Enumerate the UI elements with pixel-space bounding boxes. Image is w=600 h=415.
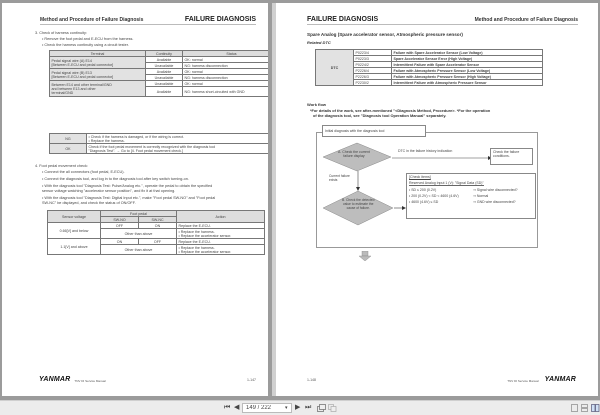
check-item: • SD ≤ 200 (0.2V) ⇒ Signal wire disconnected? [409, 188, 518, 192]
continuous-view-icon[interactable] [581, 404, 588, 412]
dtc-code: P2226/4 [354, 68, 392, 74]
th-sensor-voltage: Sensor voltage [48, 211, 101, 223]
step4-bullet: sensor voltage watching "accelerator sensor position", and fix it at that opening. [42, 189, 176, 193]
flow-initial-box: Initial diagnosis with the diagnosis tool [322, 125, 426, 137]
last-page-button[interactable]: ⏭ [305, 404, 312, 411]
sw-no-cell: OFF [101, 223, 139, 229]
arrow-down-a [355, 171, 361, 191]
step4-bullet: • Connect the diagnosis tool, and log in to the diagnosis tool after key switch turning-on. [42, 177, 189, 181]
single-page-view-icon[interactable] [571, 404, 578, 412]
other-cell: Other than above [101, 229, 177, 239]
voltage-cell: 0.66[V] and below [48, 223, 101, 239]
continuity-cell: Available [146, 57, 183, 63]
check-item: • 200 (0.2V) < SD < 4600 (4.6V) ⇒ Normal [409, 194, 489, 198]
table-row [50, 144, 269, 154]
voltage-cell: 1.1[V] and above [48, 239, 101, 255]
th-action: Action [177, 211, 265, 223]
manual-name: TNV DI Service Manual [74, 379, 106, 383]
result-table [49, 133, 268, 154]
dtc-desc: Failure with Atmospheric Pressure Sensor (High Voltage) [392, 74, 543, 80]
terminal-cell: Pedal signal wire (B) E13 [Between E-ECU and pedal connector] [50, 69, 146, 81]
left-footer [39, 376, 106, 383]
workflow-note: of the diagnosis tool, see "Diagnosis tool Operation Manual" separately. [313, 113, 447, 118]
arrow-a-label: DTC in the failure history indication [398, 149, 453, 153]
dtc-code: P0224/2 [354, 62, 392, 68]
step3-title: 3. Check of harness continuity: [35, 31, 87, 35]
right-footer [503, 376, 576, 383]
rotate-icon[interactable] [317, 404, 326, 412]
copy-icon[interactable] [328, 404, 337, 412]
continuity-cell: Unavailable [146, 81, 183, 87]
th-status: Status [183, 51, 269, 57]
dtc-table [315, 49, 543, 86]
related-dtc-label: Related DTC [307, 40, 331, 45]
continuity-table [49, 50, 268, 97]
sw-nc-cell: ON [139, 223, 177, 229]
sw-no-cell: ON [101, 239, 139, 245]
dtc-desc: Failure with Atmospheric Pressure Sensor (Low Voltage) [392, 68, 543, 74]
yanmar-logo: YANMAR [544, 376, 576, 383]
action-cell: • Replace the harness. • Replace the accelerator sensor. [177, 245, 265, 255]
page-number: 1-148 [307, 378, 316, 382]
dtc-code: P2226/3 [354, 74, 392, 80]
continuity-cell: Unavailable [146, 63, 183, 69]
workflow-note: *For details of the work, see after-mentioned "<Diagnosis Method, Procedure>. *For the operation [310, 108, 491, 113]
right-page [272, 3, 598, 396]
dtc-desc: Spare Accelerator Sensor Error (High Voltage) [392, 56, 543, 62]
result-ng-text: • Check if the harness is damaged, or if the wiring is correct. • Replace the harness. [87, 134, 269, 144]
continue-down-arrow-icon [359, 251, 371, 261]
right-header-title: FAILURE DIAGNOSIS [307, 16, 379, 23]
input-label: Reserved Analog Input 1 (V): "Signal Data (SD)" [409, 181, 484, 185]
status-cell: NG: harness short-circuited with GND [183, 87, 269, 97]
step3-bullet: • Check the harness continuity using a circuit tester. [42, 43, 129, 47]
check-item: • 4600 (4.6V) ≤ SD ⇒ GND wire disconnected? [409, 200, 516, 204]
pedal-table [47, 210, 265, 255]
status-cell: OK: normal [183, 81, 269, 87]
result-ok-label: OK [50, 144, 87, 154]
continuity-cell: Available [146, 87, 183, 97]
next-page-button[interactable]: ▶ [295, 404, 301, 411]
left-header-section: Method and Procedure of Failure Diagnosis [40, 17, 144, 23]
left-page [2, 3, 268, 396]
dtc-desc: Intermittent Failure with Spare Accelerator Sensor [392, 62, 543, 68]
section-title: Spare Analog (Spare accelerator sensor, Atmospheric pressure sensor) [307, 32, 463, 37]
dtc-label: DTC [316, 50, 354, 86]
th-terminal: Terminal [50, 51, 146, 57]
action-cell: • Replace the harness. • Replace the accelerator sensor. [177, 229, 265, 239]
arrow-a [392, 155, 492, 161]
viewer-toolbar [0, 400, 600, 415]
th-sw-nc: SW-NC [139, 217, 177, 223]
check-conditions-box: Check the failure conditions. [490, 148, 533, 165]
step4-bullet: SW-NC" be displayed, and check the status of ON/OFF. [42, 201, 136, 205]
current-failure-label: Current failure exists [329, 174, 350, 182]
step-b-text: B. Check the detected value to estimate the cause of failure. [342, 198, 375, 210]
prev-page-button[interactable]: ◀ [234, 404, 240, 411]
step4-bullet: • With the diagnosis tool "Diagnosis Test: Pulse/Analog etc.", operate the pedal to obtain the specified [42, 184, 213, 188]
two-page-view-icon[interactable] [591, 404, 600, 412]
other-cell: Other than above [101, 245, 177, 255]
result-ng-label: NG [50, 134, 87, 144]
dtc-code: P0223/3 [354, 56, 392, 62]
yanmar-logo: YANMAR [39, 376, 71, 383]
status-cell: NG: harness disconnection [183, 63, 269, 69]
right-page-header [307, 16, 578, 25]
terminal-cell: Pedal signal wire (A) E14 [Between E-ECU and pedal connector] [50, 57, 146, 69]
left-page-header [40, 16, 256, 25]
dtc-desc: Intermittent Failure with Atmospheric Pressure Sensor [392, 80, 543, 86]
step4-bullet: • Connect the all connectors (foot pedal, E-ECU). [42, 170, 125, 174]
right-header-section: Method and Procedure of Failure Diagnosis [474, 17, 578, 23]
sw-nc-cell: OFF [139, 239, 177, 245]
step4-bullet: • With the diagnosis tool "Diagnosis Test: Digital Input etc.", make "Foot pedal SW-NO" and "Foot pedal [42, 196, 216, 200]
check-items-box [406, 173, 536, 219]
page-number: 1-147 [247, 378, 256, 382]
first-page-button[interactable]: ⏮ [224, 404, 231, 411]
th-continuity: Continuity [146, 51, 183, 57]
action-cell: Replace the E-ECU. [177, 239, 265, 245]
terminal-cell: Between E14 and other terminal/GND and between E13 and other terminal/GND [50, 81, 146, 97]
th-sw-no: SW-NO [101, 217, 139, 223]
step3-bullet: • Remove the foot pedal and E-ECU from the harness. [42, 37, 134, 41]
page-dropdown-icon[interactable]: ▾ [285, 405, 288, 411]
left-header-title: FAILURE DIAGNOSIS [184, 16, 256, 23]
workflow-label: Work flow [307, 102, 327, 107]
manual-name: TNV DI Service Manual [507, 379, 539, 383]
status-cell: OK: normal [183, 57, 269, 63]
continuity-cell: Available [146, 69, 183, 75]
check-items-title: [Check items] [409, 175, 431, 179]
status-cell: NG: harness disconnection [183, 75, 269, 81]
step4-title: 4. Foot pedal movement check: [35, 164, 88, 168]
action-cell: Replace the E-ECU. [177, 223, 265, 229]
dtc-desc: Failure with Spare Accelerator Sensor (Low Voltage) [392, 50, 543, 56]
result-ok-text: Check if the foot pedal movement is correctly recognized with the diagnosis tool "Diagnosis Test". → Go to [4. Foot pedal movement check.] [87, 144, 269, 154]
th-foot-pedal: Foot pedal [101, 211, 177, 217]
step-a-text: A. Check the current failure display [338, 150, 370, 158]
dtc-code: P0223/4 [354, 50, 392, 56]
status-cell: OK: normal [183, 69, 269, 75]
dtc-code: P2230/2 [354, 80, 392, 86]
table-row [50, 134, 269, 144]
continuity-cell: Unavailable [146, 75, 183, 81]
arrow-b [394, 205, 406, 211]
